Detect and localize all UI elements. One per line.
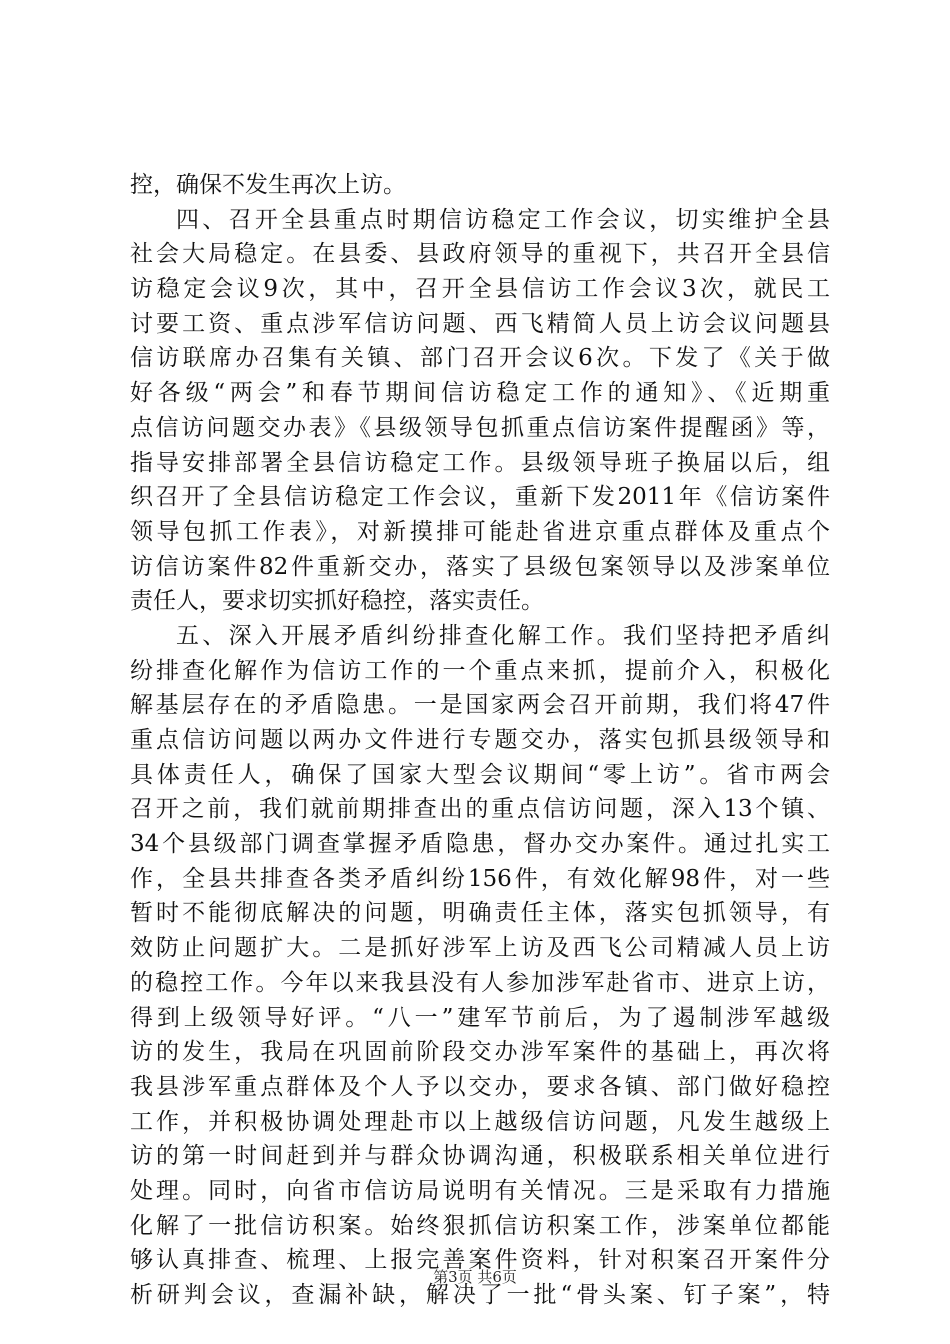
text-line: 析研判会议，查漏补缺，解决了一批“骨头案、钉子案”，特	[130, 1282, 830, 1308]
text-line: 得到上级领导好评。“八一”建军节前后，为了遏制涉军越级	[130, 1004, 830, 1031]
text-line: 访稳定会议9次，其中，召开全县信访工作会议3次，就民工	[130, 276, 830, 303]
text-line: 的稳控工作。今年以来我县没有人参加涉军赴省市、进京上访，	[130, 969, 830, 996]
text-line: 纷排查化解作为信访工作的一个重点来抓，提前介入，积极化	[130, 657, 830, 684]
text-line: 信访联席办召集有关镇、部门召开会议6次。下发了《关于做	[130, 345, 830, 372]
text-line: 访的第一时间赶到并与群众协调沟通，积极联系相关单位进行	[130, 1143, 830, 1170]
text-line: 召开之前，我们就前期排查出的重点信访问题，深入13个镇、	[130, 796, 830, 823]
text-line: 我县涉军重点群体及个人予以交办，要求各镇、部门做好稳控	[130, 1073, 830, 1100]
text-line: 访信访案件82件重新交办，落实了县级包案领导以及涉案单位	[130, 553, 830, 580]
text-line: 访的发生，我局在巩固前阶段交办涉军案件的基础上，再次将	[130, 1039, 830, 1066]
text-line: 够认真排查、梳理、上报完善案件资料，针对积案召开案件分	[130, 1247, 830, 1274]
text-line: 化解了一批信访积案。始终狠抓信访积案工作，涉案单位都能	[130, 1212, 830, 1239]
text-line: 重点信访问题以两办文件进行专题交办，落实包抓县级领导和	[130, 727, 830, 753]
page-number-footer: 第3页 共6页	[433, 1268, 517, 1286]
text-line: 具体责任人，确保了国家大型会议期间“零上访”。省市两会	[130, 761, 830, 788]
text-line: 讨要工资、重点涉军信访问题、西飞精简人员上访会议问题县	[130, 310, 830, 337]
text-line: 四、召开全县重点时期信访稳定工作会议，切实维护全县	[176, 206, 830, 233]
text-line: 解基层存在的矛盾隐患。一是国家两会召开前期，我们将47件	[130, 692, 830, 719]
text-line: 暂时不能彻底解决的问题，明确责任主体，落实包抓领导，有	[130, 900, 830, 927]
document-body	[130, 168, 830, 1313]
text-line: 效防止问题扩大。二是抓好涉军上访及西飞公司精减人员上访	[130, 935, 830, 962]
text-line: 责任人，要求切实抓好稳控，落实责任。	[130, 588, 544, 615]
text-line: 社会大局稳定。在县委、县政府领导的重视下，共召开全县信	[130, 241, 830, 268]
text-line: 好各级“两会”和春节期间信访稳定工作的通知》、《近期重	[130, 380, 830, 407]
text-line: 作，全县共排查各类矛盾纠纷156件，有效化解98件，对一些	[130, 865, 830, 892]
text-line: 处理。同时，向省市信访局说明有关情况。三是采取有力措施	[130, 1177, 830, 1204]
text-line: 指导安排部署全县信访稳定工作。县级领导班子换届以后，组	[130, 449, 830, 476]
text-line: 五、深入开展矛盾纠纷排查化解工作。我们坚持把矛盾纠	[176, 622, 830, 649]
text-line: 点信访问题交办表》《县级领导包抓重点信访案件提醒函》等，	[130, 414, 830, 441]
text-line: 控，确保不发生再次上访。	[130, 172, 406, 198]
text-line: 领导包抓工作表》，对新摸排可能赴省进京重点群体及重点个	[130, 518, 830, 545]
text-line: 工作，并积极协调处理赴市以上越级信访问题，凡发生越级上	[130, 1108, 830, 1135]
text-line: 34个县级部门调查掌握矛盾隐患，督办交办案件。通过扎实工	[130, 831, 830, 858]
text-line: 织召开了全县信访稳定工作会议，重新下发2011年《信访案件	[130, 484, 830, 511]
